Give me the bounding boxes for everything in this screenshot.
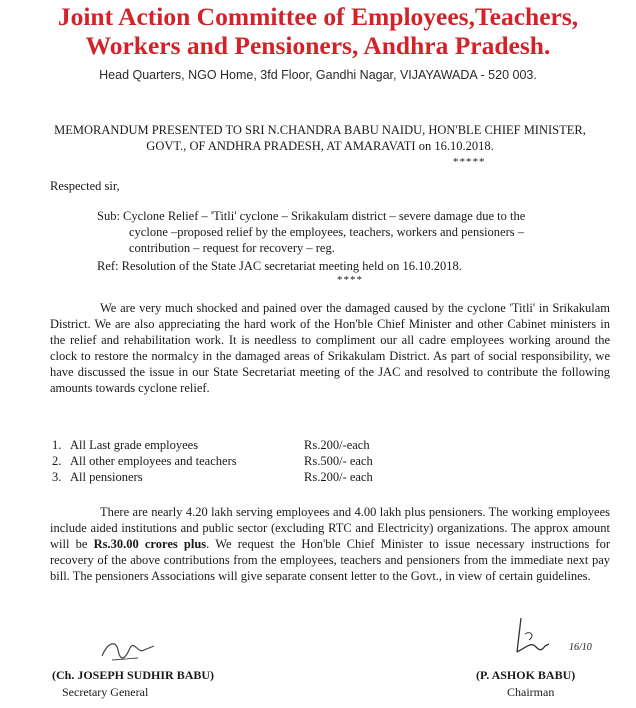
subject-line-1: Sub: Cyclone Relief – 'Titli' cyclone – Srikakulam district – severe damage due to the: [97, 209, 526, 223]
list-amount: Rs.200/-each: [304, 438, 370, 452]
list-item: [52, 454, 373, 469]
salutation: Respected sir,: [50, 179, 120, 193]
body-paragraph-2: [50, 504, 610, 584]
memo-heading-line-1: MEMORANDUM PRESENTED TO SRI N.CHANDRA BABU NAIDU, HON'BLE CHIEF MINISTER,: [54, 123, 586, 137]
approx-amount-highlight: Rs.30.00 crores plus: [93, 537, 207, 551]
memo-heading-line-2: GOVT., OF ANDHRA PRADESH, AT AMARAVATI on 16.10.2018.: [146, 139, 494, 153]
memo-stars: *****: [453, 156, 486, 168]
signature-right: [505, 612, 577, 672]
signature-left: [98, 636, 158, 666]
left-signatory-name: (Ch. JOSEPH SUDHIR BABU): [52, 668, 215, 682]
list-number: 2.: [52, 454, 62, 468]
subject-line-2: cyclone –proposed relief by the employees, teachers, workers and pensioners –: [129, 225, 525, 239]
list-item: [52, 470, 373, 485]
list-amount: Rs.200/- each: [304, 470, 373, 484]
list-amount: Rs.500/- each: [304, 454, 373, 468]
letterhead-title: [0, 2, 636, 60]
letterhead-line-1: Joint Action Committee of Employees,Teachers,: [57, 2, 579, 31]
letterhead-line-2: Workers and Pensioners, Andhra Pradesh.: [85, 31, 551, 60]
paragraph-2-text-b: . We request the Hon'ble Chief Minister to issue necessary instructions for recovery of the above contributions from the employees, teachers and pensioners from the immediate next pay bill. The pensioners Associations will give separate consent letter to the Govt., in view of certain guidelines.: [50, 537, 610, 583]
subject-line-3: contribution – request for recovery – reg.: [129, 241, 335, 255]
list-label: All other employees and teachers: [70, 454, 237, 468]
subject-stars: ****: [337, 274, 363, 286]
body-paragraph-1: We are very much shocked and pained over the damaged caused by the cyclone 'Titli' in Srikakulam District. We are also appreciating the hard work of the Hon'ble Chief Minister and other Cabinet ministers in the relief and rehabilitation work. It is needless to compliment our all cadre employees working around the clock to restore the normalcy in the damaged areas of Srikakulam District. As part of social responsibility, we have discussed the issue in our State Secretariat meeting of the JAC and resolved to contribute the following amounts towards cyclone relief.: [50, 301, 610, 395]
list-number: 1.: [52, 438, 62, 452]
list-number: 3.: [52, 470, 62, 484]
headquarters-address: Head Quarters, NGO Home, 3fd Floor, Gandhi Nagar, VIJAYAWADA - 520 003.: [99, 68, 537, 82]
left-signatory-role: Secretary General: [62, 685, 149, 699]
list-item: [52, 438, 370, 453]
reference-line: Ref: Resolution of the State JAC secretariat meeting held on 16.10.2018.: [97, 259, 462, 273]
list-label: All Last grade employees: [70, 438, 199, 452]
signature-date: 16/10: [569, 642, 592, 653]
right-signatory-role: Chairman: [507, 685, 555, 699]
paragraph-2-text-a: There are nearly 4.20 lakh serving employees and 4.00 lakh plus pensioners. The working employees include aided institutions and public sector (excluding RTC and Electricity) organizations. The approx amount will be: [50, 505, 610, 551]
right-signatory-name: (P. ASHOK BABU): [476, 668, 576, 682]
list-label: All pensioners: [70, 470, 143, 484]
